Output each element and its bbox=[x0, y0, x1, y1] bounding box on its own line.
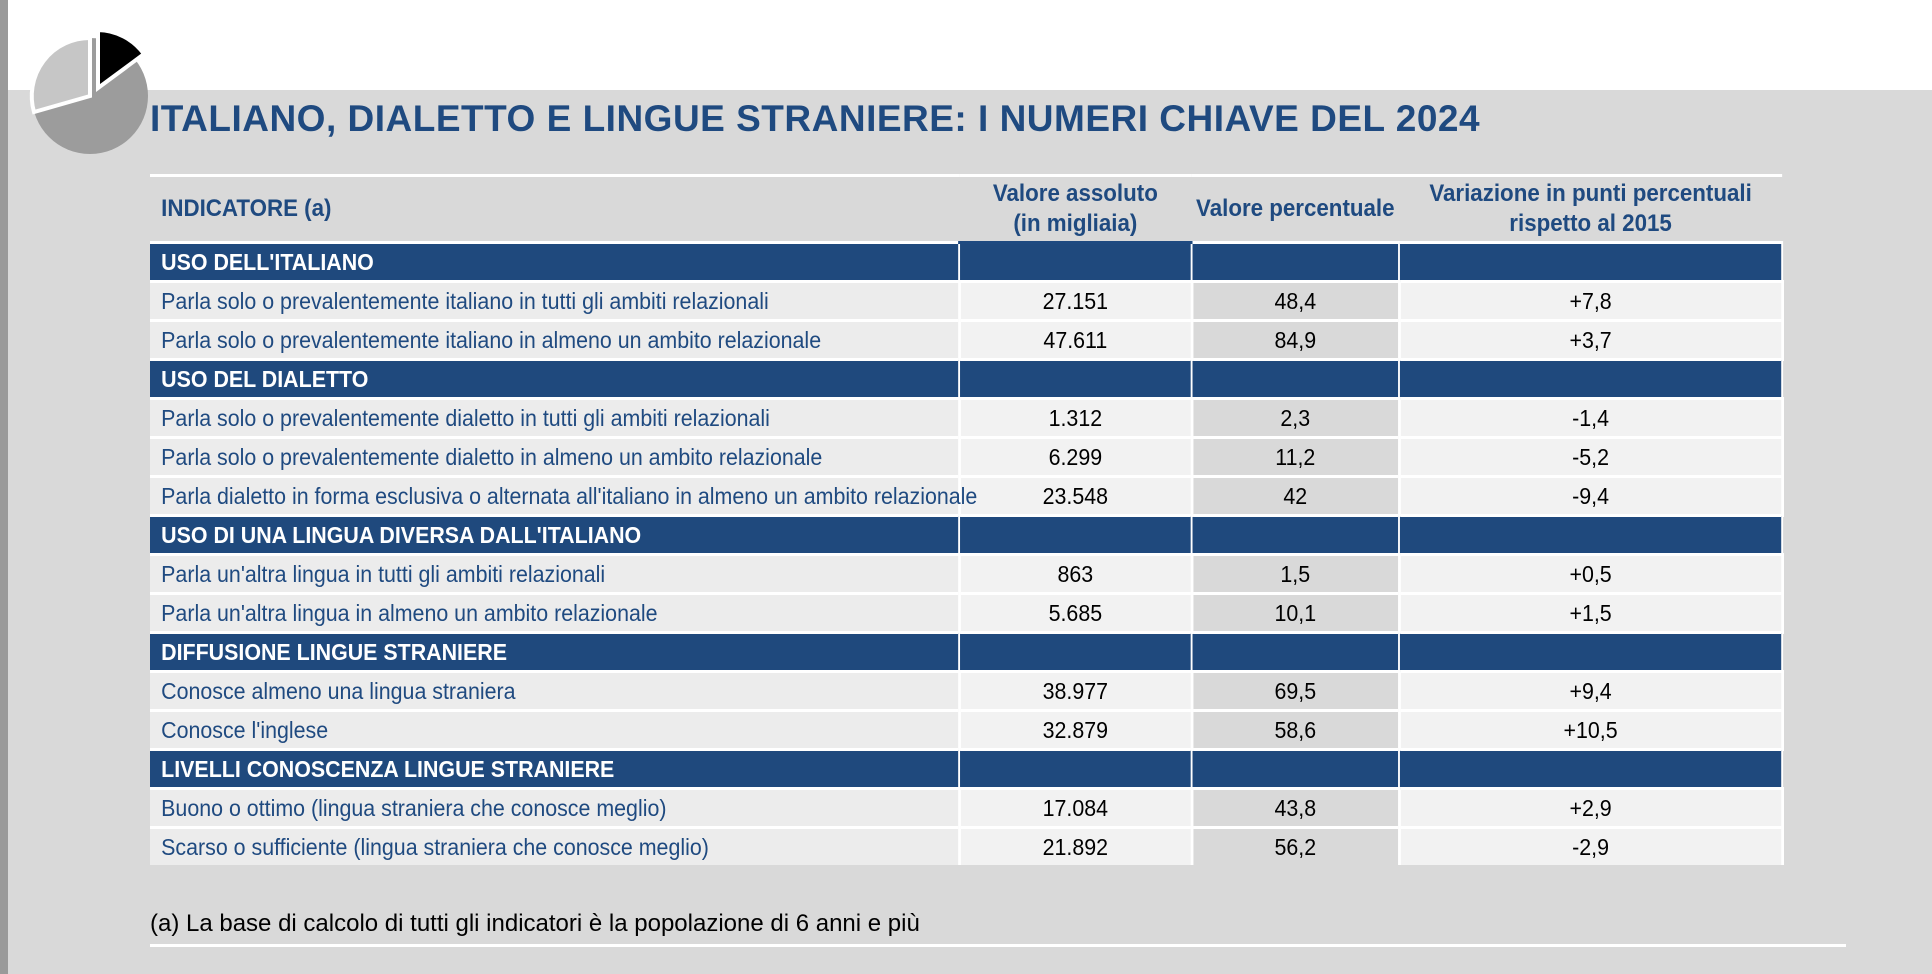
percent-value: 42 bbox=[1192, 477, 1399, 516]
indicator-label: Parla solo o prevalentemente italiano in tutti gli ambiti relazionali bbox=[150, 282, 959, 321]
section-filler-cell bbox=[1192, 516, 1399, 555]
absolute-value: 38.977 bbox=[959, 672, 1191, 711]
absolute-value: 5.685 bbox=[959, 594, 1191, 633]
footnote: (a) La base di calcolo di tutti gli indicatori è la popolazione di 6 anni e più bbox=[150, 910, 920, 937]
header-absolute-line2: (in migliaia) bbox=[1013, 210, 1138, 237]
table-row bbox=[150, 399, 1782, 438]
indicator-label: Conosce almeno una lingua straniera bbox=[150, 672, 959, 711]
table-row bbox=[150, 672, 1782, 711]
indicator-label: Parla un'altra lingua in almeno un ambito relazionale bbox=[150, 594, 959, 633]
variation-value: +1,5 bbox=[1399, 594, 1782, 633]
header-variation-line1: Variazione in punti percentuali bbox=[1429, 180, 1752, 207]
section-filler-cell bbox=[1192, 633, 1399, 672]
indicator-label: Parla solo o prevalentemente italiano in almeno un ambito relazionale bbox=[150, 321, 959, 360]
header-indicator: INDICATORE (a) bbox=[150, 176, 959, 243]
section-filler-cell bbox=[1192, 360, 1399, 399]
absolute-value: 863 bbox=[959, 555, 1191, 594]
variation-value: -5,2 bbox=[1399, 438, 1782, 477]
table-row bbox=[150, 828, 1782, 866]
section-row bbox=[150, 633, 1782, 672]
variation-value: +2,9 bbox=[1399, 789, 1782, 828]
percent-value: 69,5 bbox=[1192, 672, 1399, 711]
section-filler-cell bbox=[1192, 750, 1399, 789]
section-filler-cell bbox=[959, 360, 1191, 399]
indicator-label: Parla solo o prevalentemente dialetto in almeno un ambito relazionale bbox=[150, 438, 959, 477]
header-absolute-line1: Valore assoluto bbox=[992, 180, 1158, 207]
percent-value: 56,2 bbox=[1192, 828, 1399, 866]
percent-value: 48,4 bbox=[1192, 282, 1399, 321]
section-label: USO DELL'ITALIANO bbox=[150, 243, 959, 282]
variation-value: +9,4 bbox=[1399, 672, 1782, 711]
section-filler-cell bbox=[959, 750, 1191, 789]
left-edge-bar bbox=[0, 0, 8, 974]
indicator-label: Buono o ottimo (lingua straniera che conosce meglio) bbox=[150, 789, 959, 828]
section-label: LIVELLI CONOSCENZA LINGUE STRANIERE bbox=[150, 750, 959, 789]
page-title: ITALIANO, DIALETTO E LINGUE STRANIERE: I NUMERI CHIAVE DEL 2024 bbox=[150, 98, 1481, 139]
absolute-value: 32.879 bbox=[959, 711, 1191, 750]
pie-chart-icon bbox=[18, 24, 158, 164]
section-filler-cell bbox=[959, 516, 1191, 555]
absolute-value: 17.084 bbox=[959, 789, 1191, 828]
section-label: DIFFUSIONE LINGUE STRANIERE bbox=[150, 633, 959, 672]
percent-value: 2,3 bbox=[1192, 399, 1399, 438]
variation-value: +7,8 bbox=[1399, 282, 1782, 321]
header-variation-line2: rispetto al 2015 bbox=[1509, 210, 1672, 237]
section-row bbox=[150, 243, 1782, 282]
section-row bbox=[150, 750, 1782, 789]
section-filler-cell bbox=[1399, 516, 1782, 555]
header-absolute bbox=[959, 176, 1191, 243]
section-row bbox=[150, 516, 1782, 555]
absolute-value: 27.151 bbox=[959, 282, 1191, 321]
section-filler-cell bbox=[1399, 360, 1782, 399]
percent-value: 43,8 bbox=[1192, 789, 1399, 828]
variation-value: +0,5 bbox=[1399, 555, 1782, 594]
variation-value: -1,4 bbox=[1399, 399, 1782, 438]
absolute-value: 1.312 bbox=[959, 399, 1191, 438]
table-header bbox=[150, 176, 1782, 243]
section-filler-cell bbox=[1399, 243, 1782, 282]
percent-value: 58,6 bbox=[1192, 711, 1399, 750]
section-filler-cell bbox=[1399, 750, 1782, 789]
section-filler-cell bbox=[1192, 243, 1399, 282]
section-filler-cell bbox=[959, 243, 1191, 282]
indicator-label: Conosce l'inglese bbox=[150, 711, 959, 750]
absolute-value: 21.892 bbox=[959, 828, 1191, 866]
footnote-rule bbox=[150, 944, 1846, 947]
table-row bbox=[150, 477, 1782, 516]
indicator-label: Scarso o sufficiente (lingua straniera che conosce meglio) bbox=[150, 828, 959, 866]
absolute-value: 6.299 bbox=[959, 438, 1191, 477]
variation-value: -2,9 bbox=[1399, 828, 1782, 866]
absolute-value: 47.611 bbox=[959, 321, 1191, 360]
percent-value: 84,9 bbox=[1192, 321, 1399, 360]
table-row bbox=[150, 555, 1782, 594]
percent-value: 11,2 bbox=[1192, 438, 1399, 477]
section-row bbox=[150, 360, 1782, 399]
percent-value: 10,1 bbox=[1192, 594, 1399, 633]
section-filler-cell bbox=[959, 633, 1191, 672]
table-body bbox=[150, 243, 1782, 866]
table-row bbox=[150, 321, 1782, 360]
variation-value: +10,5 bbox=[1399, 711, 1782, 750]
absolute-value: 23.548 bbox=[959, 477, 1191, 516]
section-label: USO DEL DIALETTO bbox=[150, 360, 959, 399]
indicator-label: Parla dialetto in forma esclusiva o alternata all'italiano in almeno un ambito relazionale bbox=[150, 477, 959, 516]
section-filler-cell bbox=[1399, 633, 1782, 672]
percent-value: 1,5 bbox=[1192, 555, 1399, 594]
variation-value: -9,4 bbox=[1399, 477, 1782, 516]
section-label: USO DI UNA LINGUA DIVERSA DALL'ITALIANO bbox=[150, 516, 959, 555]
key-numbers-table bbox=[150, 174, 1784, 865]
indicator-label: Parla un'altra lingua in tutti gli ambiti relazionali bbox=[150, 555, 959, 594]
table-row bbox=[150, 282, 1782, 321]
header-variation bbox=[1399, 176, 1782, 243]
indicator-label: Parla solo o prevalentemente dialetto in tutti gli ambiti relazionali bbox=[150, 399, 959, 438]
table-row bbox=[150, 594, 1782, 633]
table-row bbox=[150, 711, 1782, 750]
header-percent: Valore percentuale bbox=[1192, 176, 1399, 243]
table-row bbox=[150, 438, 1782, 477]
table-row bbox=[150, 789, 1782, 828]
variation-value: +3,7 bbox=[1399, 321, 1782, 360]
